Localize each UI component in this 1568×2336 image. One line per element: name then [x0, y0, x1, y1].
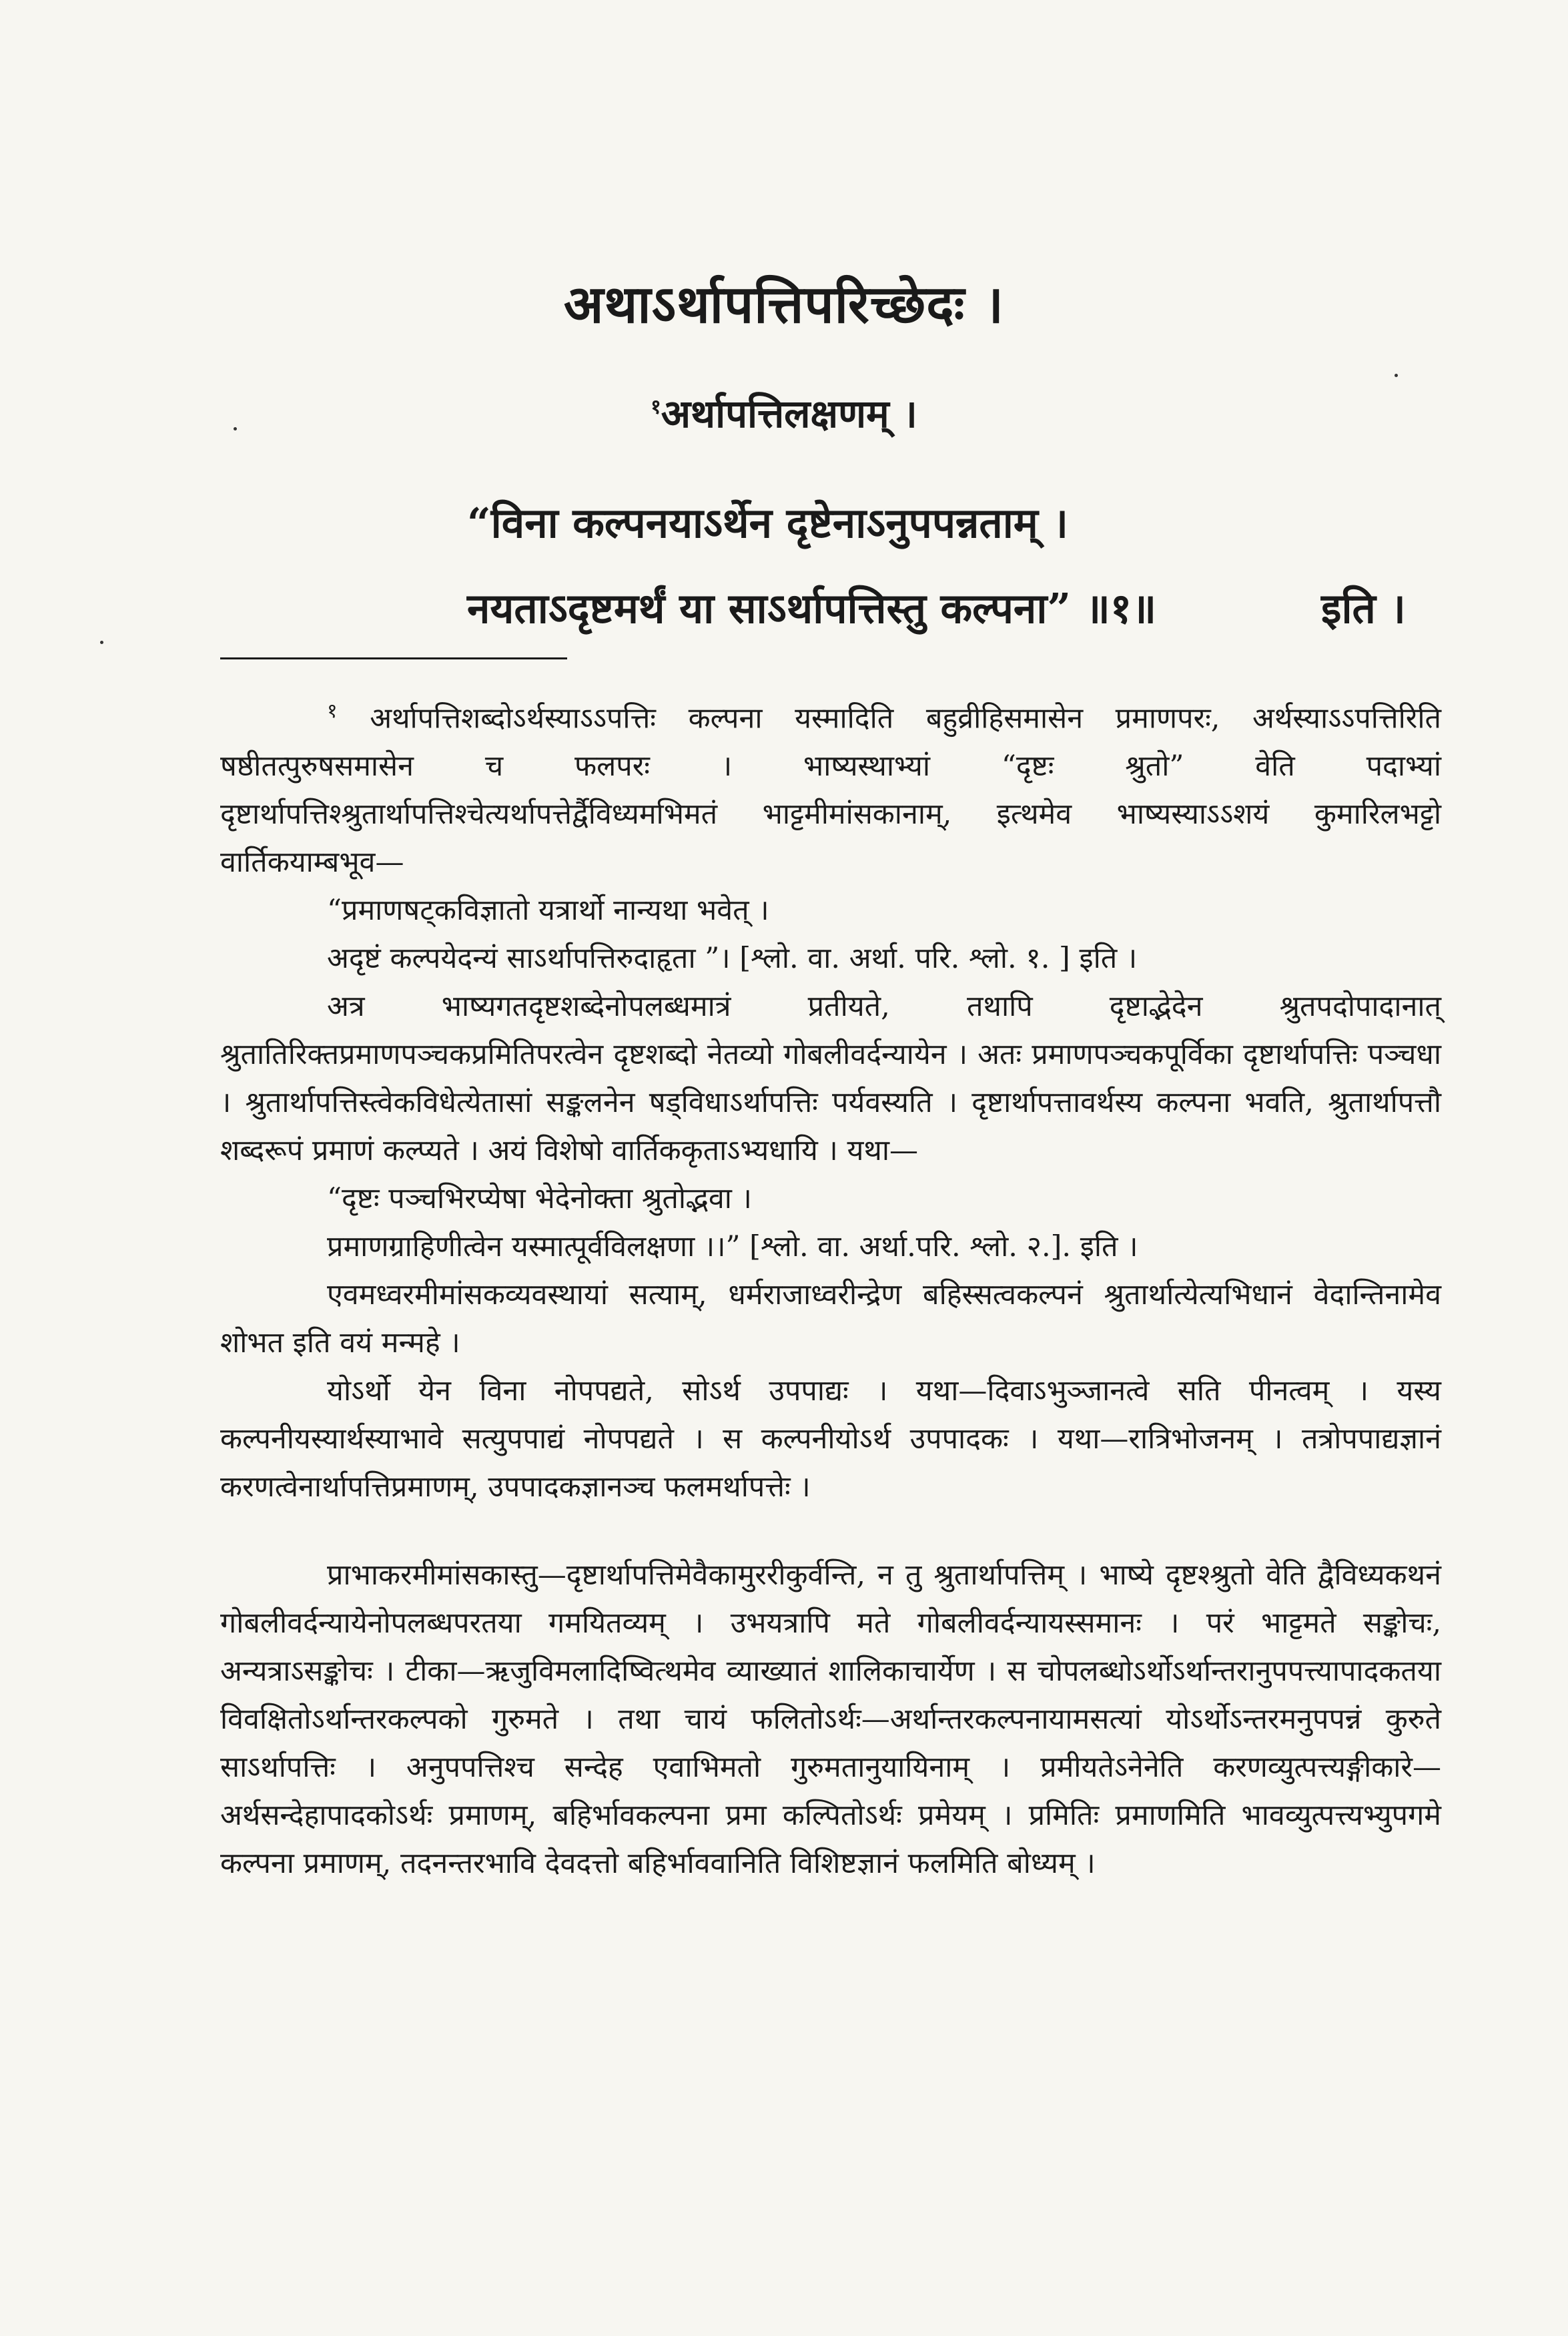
verse-line-1: “विना कल्पनयाऽर्थेन दृष्टेनाऽनुपपन्नताम् ।	[467, 499, 1068, 547]
footnote-mark: १	[327, 699, 338, 723]
quote-2-line-2: प्रमाणग्राहिणीत्वेन यस्मात्पूर्वविलक्षणा ।।” [श्लो. वा. अर्था.परि. श्लो. २.]. इति ।	[327, 1230, 1138, 1264]
footnote-commentary	[220, 687, 1441, 1887]
verse-line-2: नयताऽदृष्टमर्थं या साऽर्थापत्तिस्तु कल्पना” ॥१॥	[467, 584, 1157, 633]
section-subtitle	[0, 386, 1568, 439]
commentary-paragraph-4: योऽर्थो येन विना नोपपद्यते, सोऽर्थ उपपाद्यः । यथा—दिवाऽभुञ्जानत्वे सति पीनत्वम् । यस्य कल्पनीयस्यार्थस्याभावे सत्युपपाद्यं नोपपद्यते । स कल्पनीयोऽर्थ उपपादकः । यथा—रात्रिभोजनम् । तत्रोपपाद्यज्ञानं करणत्वेनार्थापत्तिप्रमाणम्, उपपादकज्ञानञ्च फलमर्थापत्तेः ।	[220, 1374, 1441, 1504]
quote-2-line-1: “दृष्टः पञ्चभिरप्येषा भेदेनोक्ता श्रुतोद्भवा ।	[327, 1182, 752, 1216]
footnote-divider	[220, 657, 567, 659]
commentary-paragraph-1	[220, 687, 1441, 886]
quote-1-line-2: अदृष्टं कल्पयेदन्यं साऽर्थापत्तिरुदाहृता ”। [श्लो. वा. अर्था. परि. श्लो. १. ] इति ।	[327, 942, 1138, 976]
commentary-paragraph-5: प्राभाकरमीमांसकास्तु—दृष्टार्थापत्तिमेवैकामुररीकुर्वन्ति, न तु श्रुतार्थापत्तिम् । भाष्ये दृष्टश्श्रुतो वेति द्वैविध्यकथनं गोबलीवर्दन्यायेनोपलब्धपरतया गमयितव्यम् । उभयत्रापि मते गोबलीवर्दन्यायस्समानः । परं भाट्टमते सङ्कोचः, अन्यत्राऽसङ्कोचः । टीका—ऋजुविमलादिष्वित्थमेव व्याख्यातं शालिकाचार्येण । स चोपलब्धोऽर्थोऽर्थान्तरानुपपत्त्यापादकतया विवक्षितोऽर्थान्तरकल्पको गुरुमते । तथा चायं फलितोऽर्थः—अर्थान्तरकल्पनायामसत्यां योऽर्थोऽन्तरमनुपपन्नं कुरुते साऽर्थापत्तिः । अनुपपत्तिश्च सन्देह एवाभिमतो गुरुमतानुयायिनाम् । प्रमीयतेऽनेनेति करणव्युत्पत्त्यङ्गीकारे—अर्थसन्देहापादकोऽर्थः प्रमाणम्, बहिर्भावकल्पना प्रमा कल्पितोऽर्थः प्रमेयम् । प्रमितिः प्रमाणमिति भावव्युत्पत्त्यभ्युपगमे कल्पना प्रमाणम्, तदनन्तरभावि देवदत्तो बहिर्भाववानिति विशिष्टज्ञानं फलमिति बोध्यम् ।	[220, 1558, 1441, 1881]
commentary-paragraph-1-text: अर्थापत्तिशब्दोऽर्थस्याऽऽपत्तिः कल्पना यस्मादिति बहुव्रीहिसमासेन प्रमाणपरः, अर्थस्याऽऽपत्तिरिति षष्ठीतत्पुरुषसमासेन च फलपरः । भाष्यस्थाभ्यां “दृष्टः श्रुतो” वेति पदाभ्यां दृष्टार्थापत्तिश्श्रुतार्थापत्तिश्चेत्यर्थापत्तेर्द्वैविध्यमभिमतं भाट्टमीमांसकानाम्, इत्थमेव भाष्यस्याऽऽशयं कुमारिलभट्टो वार्तिकयाम्बभूव—	[220, 701, 1441, 880]
chapter-title: अथाऽर्थापत्तिपरिच्छेदः ।	[563, 274, 1005, 335]
scan-speck	[1395, 374, 1398, 377]
section-subtitle-text: अर्थापत्तिलक्षणम् ।	[661, 391, 917, 436]
scan-speck	[100, 641, 103, 644]
commentary-paragraph-2: अत्र भाष्यगतदृष्टशब्देनोपलब्धमात्रं प्रतीयते, तथापि दृष्टाद्भेदेन श्रुतपदोपादानात् श्रुतातिरिक्तप्रमाणपञ्चकप्रमितिपरत्वेन दृष्टशब्दो नेतव्यो गोबलीवर्दन्यायेन । अतः प्रमाणपञ्चकपूर्विका दृष्टार्थापत्तिः पञ्चधा । श्रुतार्थापत्तिस्त्वेकविधेत्येतासां सङ्कलनेन षड्विधाऽर्थापत्तिः पर्यवस्यति । दृष्टार्थापत्तावर्थस्य कल्पना भवति, श्रुतार्थापत्तौ शब्दरूपं प्रमाणं कल्प्यते । अयं विशेषो वार्तिककृताऽभ्यधायि । यथा—	[220, 990, 1441, 1168]
scan-speck	[234, 427, 237, 430]
quote-1-line-1: “प्रमाणषट्कविज्ञातो यत्रार्थो नान्यथा भवेत् ।	[327, 894, 769, 928]
commentary-paragraph-3: एवमध्वरमीमांसकव्यवस्थायां सत्याम्, धर्मराजाध्वरीन्द्रेण बहिस्सत्वकल्पनं श्रुतार्थात्येत्यभिधानं वेदान्तिनामेव शोभत इति वयं मन्महे ।	[220, 1278, 1441, 1360]
verse-iti: इति ।	[1321, 584, 1406, 633]
footnote-reference: १	[651, 395, 661, 419]
